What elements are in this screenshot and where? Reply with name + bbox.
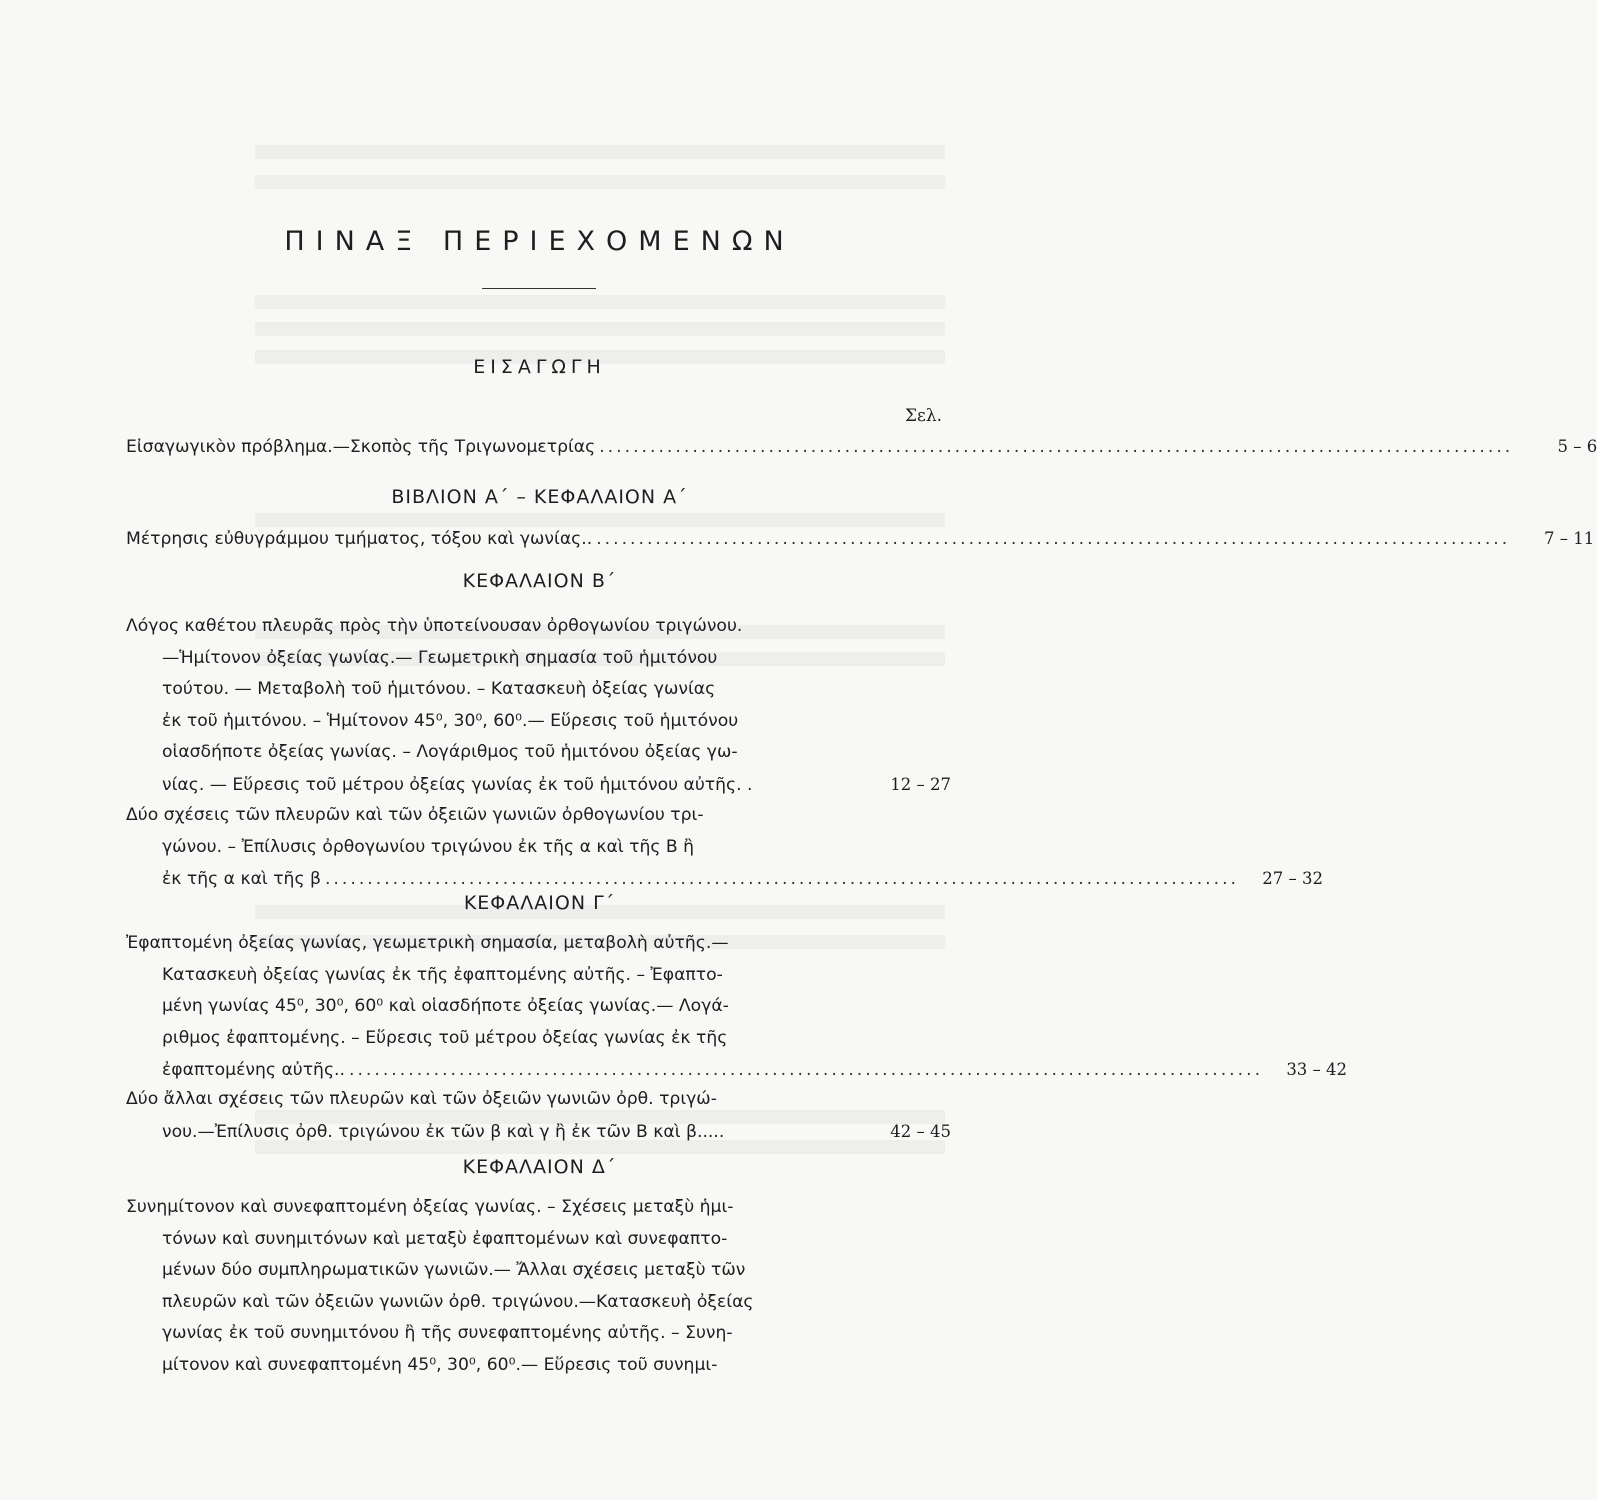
toc-entry: [126, 431, 1597, 463]
toc-entry-line: ριθμος ἐφαπτομένης. – Εὕρεσις τοῦ μέτρου ὀξείας γωνίας ἐκ τῆς: [162, 1027, 728, 1048]
toc-entry-line: Συνημίτονον καὶ συνεφαπτομένη ὀξείας γωνίας. – Σχέσεις μεταξὺ ἡμι-: [126, 1197, 734, 1217]
toc-entry-line: πλευρῶν καὶ τῶν ὀξειῶν γωνιῶν ὀρθ. τριγώνου.—Κατασκευὴ ὀξείας: [162, 1291, 754, 1312]
toc-entry-line: —Ἡμίτονον ὀξείας γωνίας.— Γεωμετρικὴ σημασία τοῦ ἡμιτόνου: [162, 647, 718, 668]
toc-entry: [126, 928, 1348, 1086]
page-range: 33 – 42: [1286, 1060, 1348, 1079]
page-column-label: Σελ.: [905, 406, 943, 426]
leader-dots: ............................................................................................................: [324, 869, 1240, 889]
toc-entry-line: Δύο σχέσεις τῶν πλευρῶν καὶ τῶν ὀξειῶν γωνιῶν ὀρθογωνίου τρι-: [126, 805, 704, 825]
toc-entry-line: [126, 1116, 951, 1148]
toc-entry-line: γωνίας ἐκ τοῦ συνημιτόνου ἢ τῆς συνεφαπτομένης αὐτῆς. – Συνη-: [162, 1323, 733, 1343]
toc-entry-line: μένη γωνίας 45⁰, 30⁰, 60⁰ καὶ οἱασδήποτε ὀξείας γωνίας.— Λογά-: [162, 996, 729, 1016]
toc-entry-line: Λόγος καθέτου πλευρᾶς πρὸς τὴν ὑποτείνουσαν ὀρθογωνίου τριγώνου.: [126, 616, 743, 636]
leader-dots: ............................................................................................................: [596, 529, 1511, 549]
page-title: ΠΙΝΑΞ ΠΕΡΙΕΧΟΜΕΝΩΝ: [284, 226, 795, 257]
toc-entry-line: Ἐφαπτομένη ὀξείας γωνίας, γεωμετρικὴ σημασία, μεταβολὴ αὐτῆς.—: [126, 933, 729, 953]
section-heading-chapter-g: ΚΕΦΑΛΑΙΟΝ Γ΄: [463, 892, 616, 914]
toc-entry-line: [126, 863, 1324, 895]
toc-entry-line: Κατασκευὴ ὀξείας γωνίας ἐκ τῆς ἐφαπτομένης αὐτῆς. – Ἐφαπτο-: [162, 964, 723, 985]
toc-entry: [126, 611, 951, 800]
toc-entry-line: [126, 523, 1595, 555]
toc-entry-line: [126, 1054, 1348, 1086]
leader-dots: ............................................................................................................: [599, 437, 1514, 457]
toc-entry-text: νου.—Ἐπίλυσις ὀρθ. τριγώνου ἐκ τῶν β καὶ γ ἢ ἐκ τῶν Β καὶ β.....: [162, 1121, 725, 1142]
section-heading-chapter-d: ΚΕΦΑΛΑΙΟΝ Δ΄: [462, 1156, 617, 1178]
toc-entry-line: μίτονον καὶ συνεφαπτομένη 45⁰, 30⁰, 60⁰.— Εὕρεσις τοῦ συνημι-: [162, 1354, 718, 1375]
toc-entry: [126, 800, 1324, 895]
toc-entry-text: Εἰσαγωγικὸν πρόβλημα.—Σκοπὸς τῆς Τριγωνομετρίας: [126, 437, 596, 457]
toc-entry: [126, 523, 1595, 555]
page-range: 5 – 6: [1557, 437, 1597, 456]
toc-entry-line: τόνων καὶ συνημιτόνων καὶ μεταξὺ ἐφαπτομένων καὶ συνεφαπτο-: [162, 1228, 728, 1249]
section-heading-intro: ΕΙΣΑΓΩΓΗ: [473, 356, 606, 378]
page-range: 42 – 45: [890, 1121, 951, 1141]
toc-entry-line: οἱασδήποτε ὀξείας γωνίας. – Λογάριθμος τοῦ ἡμιτόνου ὀξείας γω-: [162, 742, 738, 762]
page-range: 27 – 32: [1262, 869, 1324, 888]
toc-entry-text: Μέτρησις εὐθυγράμμου τμήματος, τόξου καὶ γωνίας..: [126, 529, 593, 549]
page-range: 12 – 27: [890, 774, 951, 794]
section-heading-book-a: ΒΙΒΛΙΟΝ Α΄ – ΚΕΦΑΛΑΙΟΝ Α΄: [391, 486, 688, 508]
section-heading-chapter-b: ΚΕΦΑΛΑΙΟΝ Β΄: [462, 570, 617, 592]
toc-entry-line: [126, 769, 951, 801]
toc-entry-line: Δύο ἄλλαι σχέσεις τῶν πλευρῶν καὶ τῶν ὀξειῶν γωνιῶν ὀρθ. τριγώ-: [126, 1089, 717, 1109]
toc-entry-text: νίας. — Εὕρεσις τοῦ μέτρου ὀξείας γωνίας ἐκ τοῦ ἡμιτόνου αὐτῆς. .: [162, 774, 753, 795]
toc-entry-text: ἐκ τῆς α καὶ τῆς β: [162, 869, 321, 889]
toc-entry-line: γώνου. – Ἐπίλυσις ὀρθογωνίου τριγώνου ἐκ τῆς α καὶ τῆς Β ἢ: [162, 836, 695, 857]
toc-entry-line: [126, 431, 1597, 463]
title-rule: [482, 288, 596, 289]
toc-entry-line: μένων δύο συμπληρωματικῶν γωνιῶν.— Ἄλλαι σχέσεις μεταξὺ τῶν: [162, 1260, 746, 1280]
leader-dots: ............................................................................................................: [348, 1060, 1264, 1080]
toc-entry-line: ἐκ τοῦ ἡμιτόνου. – Ἡμίτονον 45⁰, 30⁰, 60⁰.— Εὕρεσις τοῦ ἡμιτόνου: [162, 710, 739, 731]
toc-entry: [126, 1192, 951, 1381]
toc-entry-text: ἐφαπτομένης αὐτῆς..: [162, 1060, 345, 1080]
page-range: 7 – 11: [1544, 529, 1595, 548]
toc-entry-line: τούτου. — Μεταβολὴ τοῦ ἡμιτόνου. – Κατασκευὴ ὀξείας γωνίας: [162, 679, 716, 699]
toc-entry: [126, 1084, 951, 1147]
